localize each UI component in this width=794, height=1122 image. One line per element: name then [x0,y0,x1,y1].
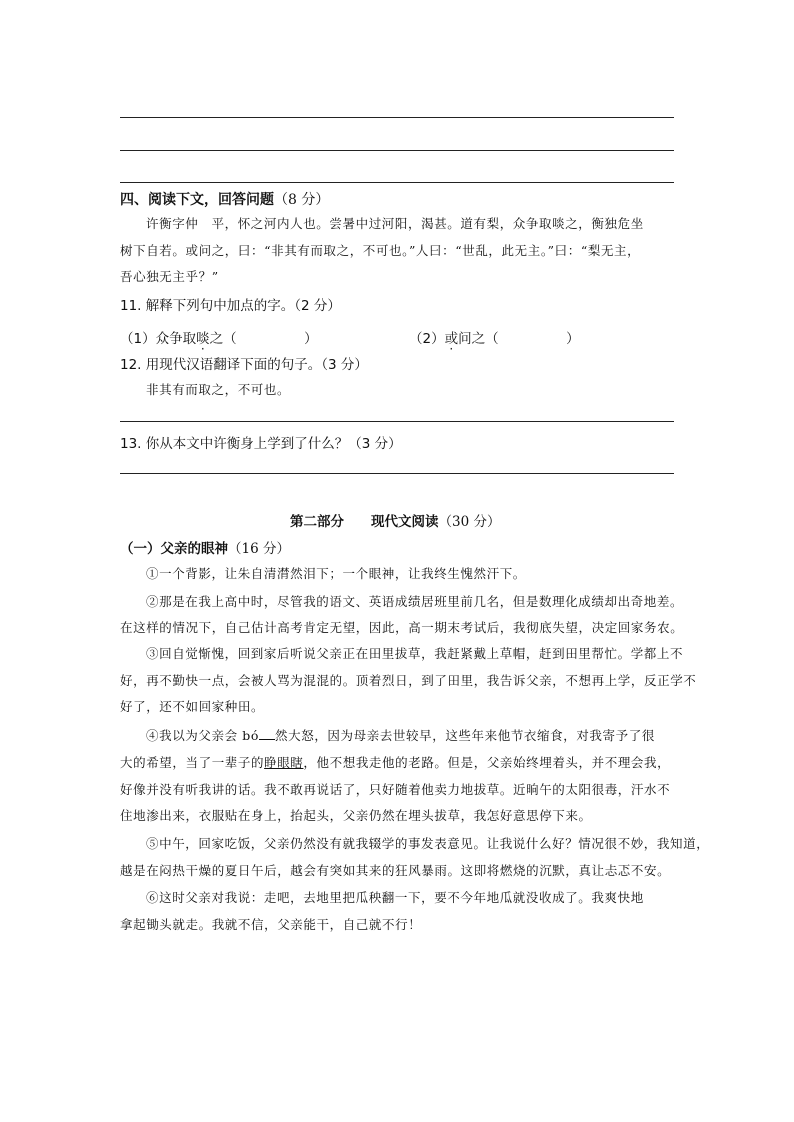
paragraph-3: ③回自觉惭愧，回到家后听说父亲正在田里拔草，我赶紧戴上草帽，赶到田里帮忙。学都上不 [146,646,684,661]
paragraph-1: ①一个背影，让朱自清潸然泪下；一个眼神，让我终生愧然汗下。 [146,566,526,581]
paragraph-2: ②那是在我上高中时，尽管我的语文、英语成绩居班里前几名，但是数理化成绩却出奇地差。 [146,594,684,609]
section-points: （8 分） [274,192,330,208]
underlined-word: 睁眼瞎 [264,755,304,770]
part-title [290,510,500,530]
answer-line [120,421,674,422]
text-segment: ，他不想我走他的老路。但是，父亲始终埋着头，并不理会我， [303,755,671,770]
paragraph-2: 在这样的情况下，自己估计高考肯定无望，因此，高一期末考试后，我彻底失望，决定回家务农。 [120,620,684,635]
answer-blank: 之（ ） [209,331,318,347]
passage-line: 吾心独无主乎？” [120,269,219,284]
translate-sentence: 非其有而取之，不可也。 [146,382,291,397]
paragraph-6: 拿起锄头就走。我就不信，父亲能干，自己就不行！ [120,917,422,932]
answer-line [120,117,674,118]
fill-blank [259,727,275,740]
sub-points: （16 分） [228,541,290,557]
answer-line [120,150,674,151]
sub-heading-text: （一）父亲的眼神 [120,541,228,557]
question-11-item-2 [409,327,580,347]
question-12: 12. 用现代汉语翻译下面的句子。（3 分） [120,357,368,373]
text-segment: 大的希望，当了一辈子的 [120,755,265,770]
section-heading [120,189,329,209]
paragraph-4 [120,753,670,771]
dotted-char: 或 [444,331,459,347]
answer-line [120,182,674,183]
item-prefix: （1）众争取 [120,331,197,347]
paragraph-3: 好了，还不如回家种田。 [120,699,265,714]
paragraph-4 [146,726,655,744]
question-13: 13. 你从本文中许衡身上学到了什么？（3 分） [120,436,402,452]
question-11: 11. 解释下列句中加点的字。（2 分） [120,298,341,314]
paragraph-6: ⑥这时父亲对我说：走吧，去地里把瓜秧翻一下，要不今年地瓜就没收成了。我爽快地 [146,890,644,905]
section-heading-text: 四、阅读下文，回答问题 [120,192,274,208]
part-points: （30 分） [438,514,501,530]
sub-heading [120,537,290,557]
part-title-text: 第二部分 现代文阅读 [290,514,439,530]
passage-line: 树下自若。或问之，曰：“非其有而取之，不可也。”人曰：“世乱，此无主。”曰：“梨无主， [120,243,641,258]
paragraph-5: 越是在闷热干燥的夏日午后，越会有突如其来的狂风暴雨。这即将燃烧的沉默，真让忐忑不安。 [120,863,671,878]
paragraph-4: 好像并没有听我讲的话。我不敢再说话了，只好随着他卖力地拔草。近晌午的太阳很毒，汗水不 [120,782,671,797]
dotted-char: 啖 [196,331,210,347]
item-prefix: （2） [409,331,445,347]
paragraph-4: 住地渗出来，衣服贴在身上，抬起头，父亲仍然在埋头拔草，我怎好意思停下来。 [120,808,592,823]
answer-line [120,473,674,474]
question-11-item-1 [120,327,318,347]
paragraph-5: ⑤中午，回家吃饭，父亲仍然没有就我辍学的事发表意见。让我说什么好？情况很不妙，我知道， [146,836,710,851]
answer-blank: 问之（ ） [458,331,580,347]
passage-line: 许衡字仲 平，怀之河内人也。尝暑中过河阳，渴甚。道有梨，众争取啖之，衡独危坐 [146,216,644,231]
text-segment: ④我以为父亲会 bó [146,728,260,743]
text-segment: 然大怒，因为母亲去世较早，这些年来他节衣缩食，对我寄予了很 [275,728,655,743]
paragraph-3: 好，再不勤快一点，会被人骂为混混的。顶着烈日，到了田里，我告诉父亲，不想再上学，反正学不 [120,673,697,688]
